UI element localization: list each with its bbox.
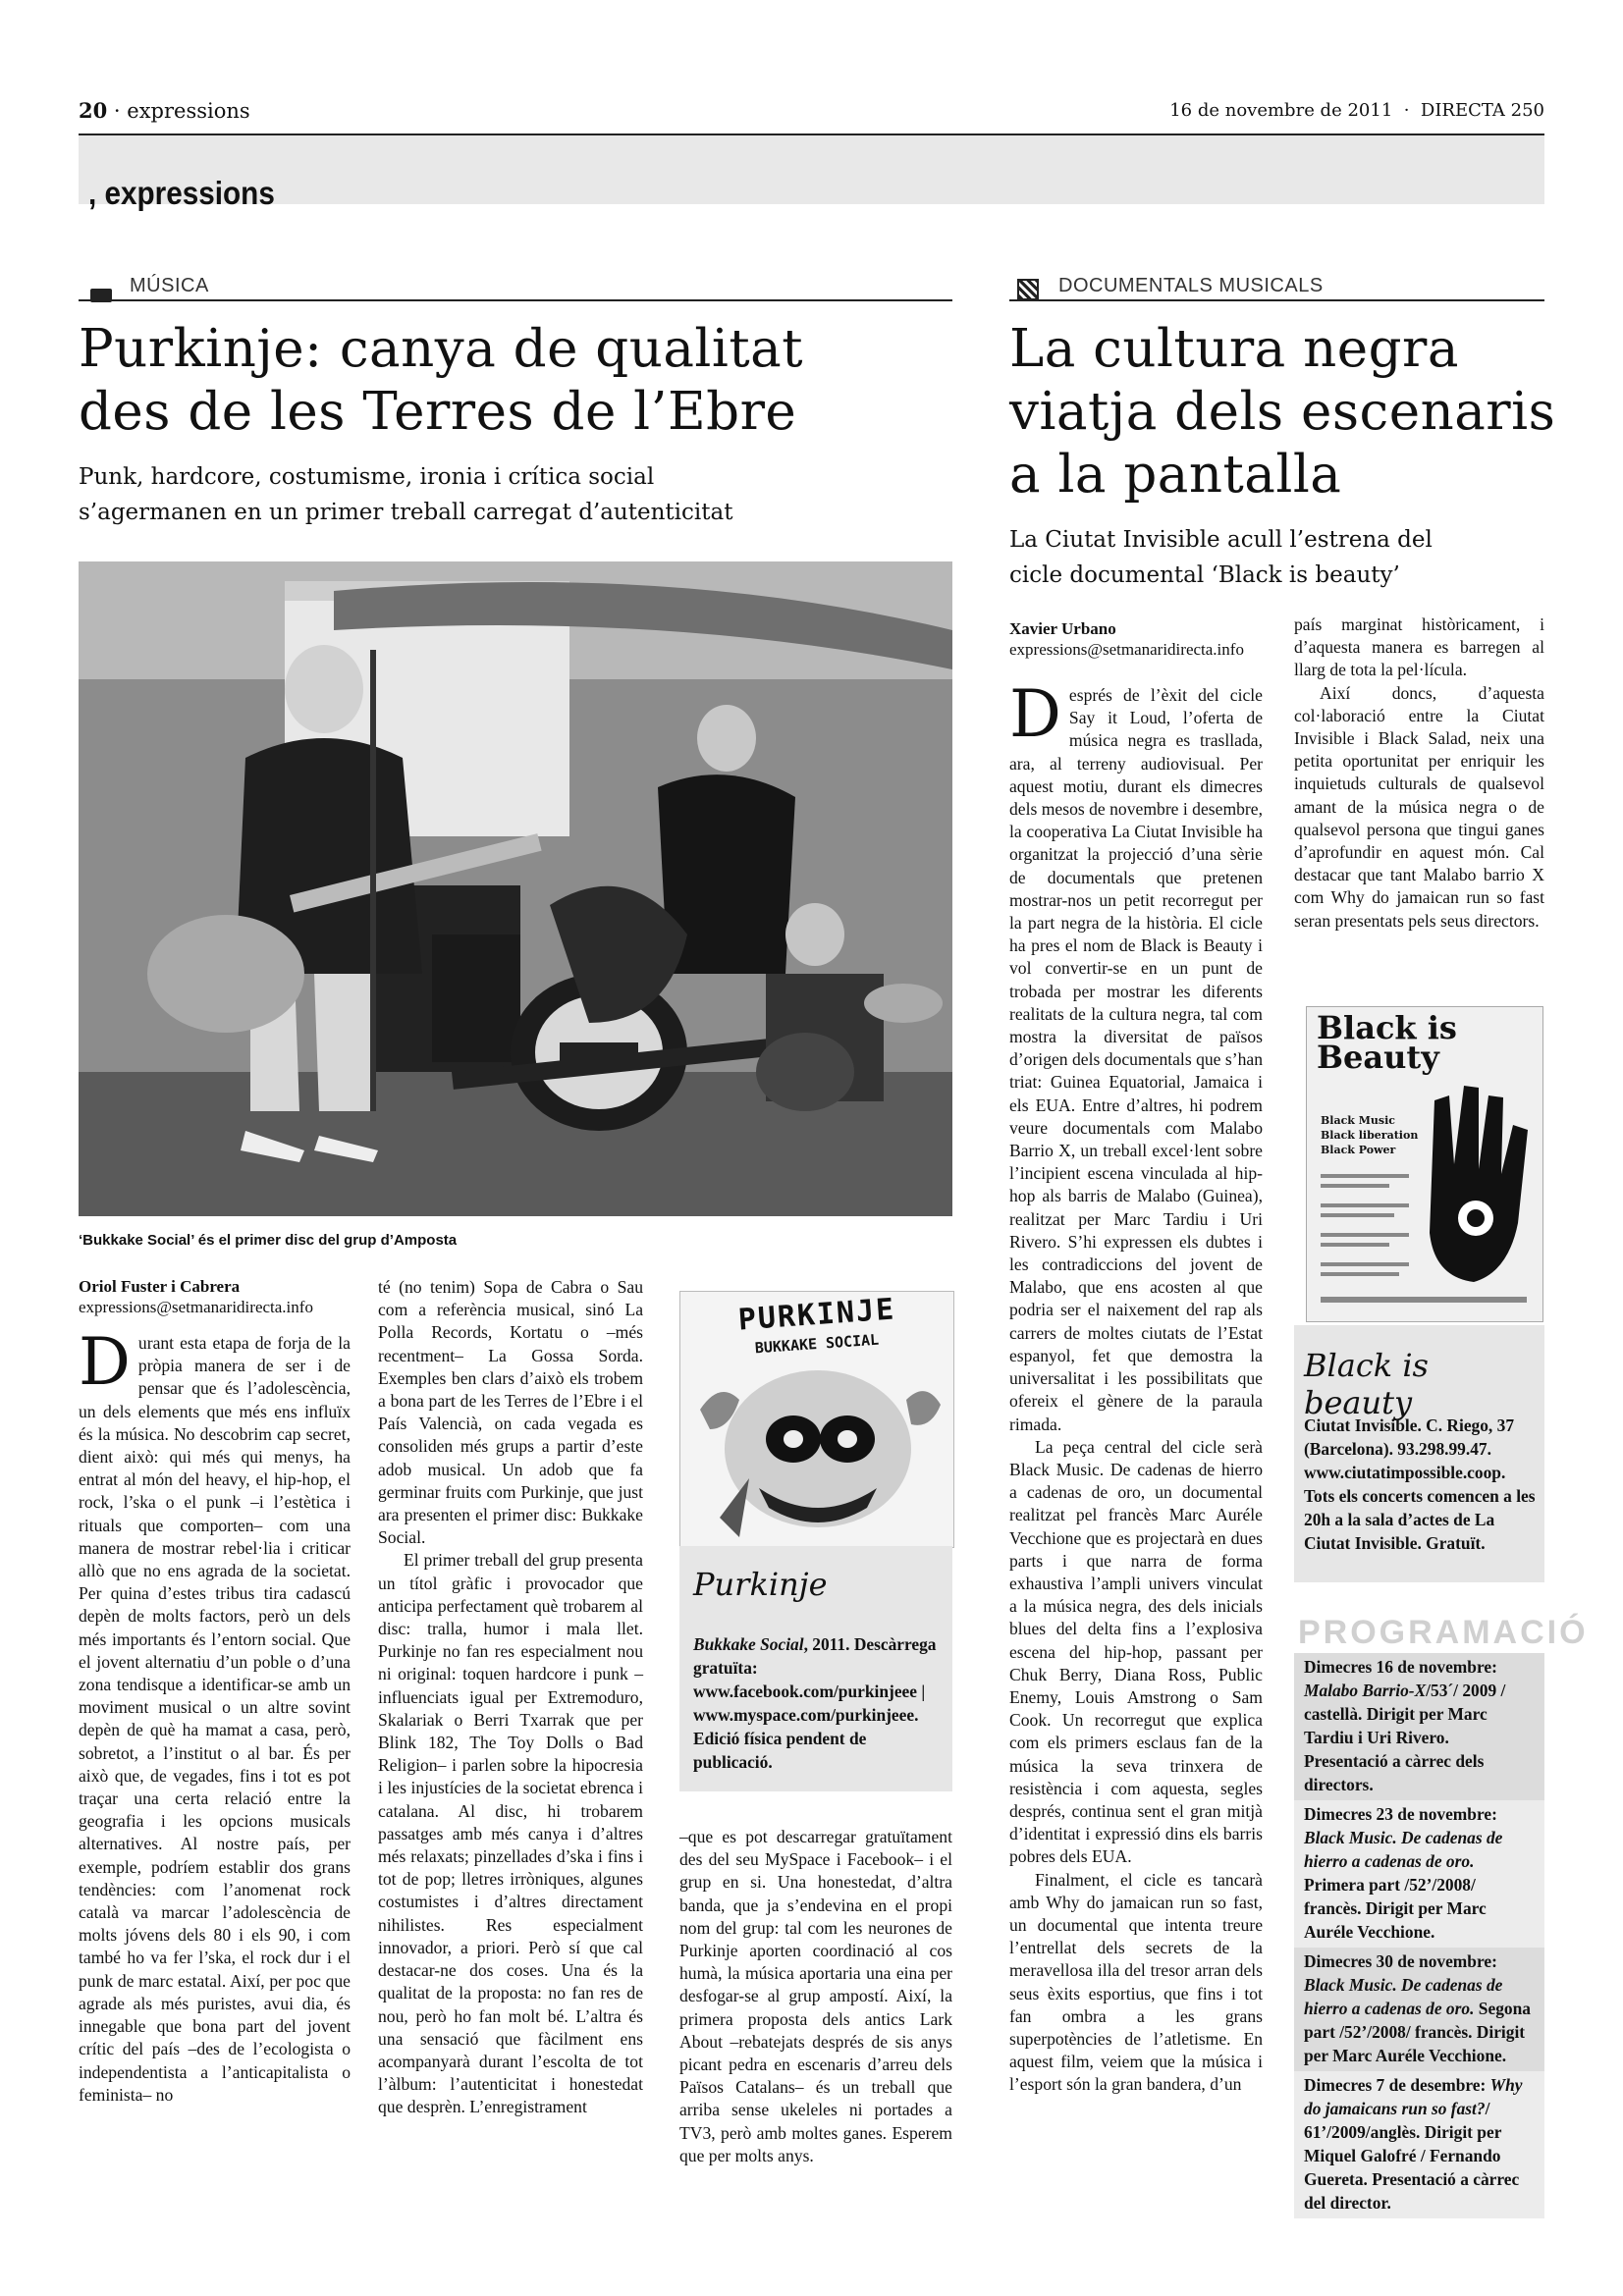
black-box-title: Black is beauty xyxy=(1304,1347,1429,1421)
left-kicker: MÚSICA xyxy=(130,275,209,296)
poster-sub-1: Black Music xyxy=(1321,1114,1395,1127)
left-deck xyxy=(79,459,962,530)
album-cover-subtitle: BUKKAKE SOCIAL xyxy=(754,1330,880,1358)
right-col1-p3: Finalment, el cicle es tancarà amb Why do jamaican run so fast, un documental que intenta treure l’entrellat dels secrets de la meravellosa illa del tresor arran dels seus èxits esportius, que fins i tot fan ombra a les grans superpotències de l’atletisme. En aquest film, veiem que la música i l’esport són la gran bandera, d’un xyxy=(1009,1869,1263,2095)
right-col1-p1: esprés de l’èxit del cicle Say it Loud, l’oferta de música negra es trasllada, ara, al terreny audiovisual. Per aquest motiu, durant els dimecres dels mesos de novembre i desembre, la cooperativa La Ciutat Invisible ha organitzat la projecció d’una sèrie de documentals que pretenen mostrar-nos un petit recorregut per la part negra de la història. El cicle ha pres el nom de Black is Beauty i vol convertir-se en un punt de trobada per mostrar les diferents realitats de la cultura negra, tal com mostra la diversitat de països d’origen dels documentals que s’han triat: Guinea Equatorial, Jamaica i els EUA. Entre d’altres, hi podrem veure documentals com Malabo Barrio X, un treball excel·lent sobre l’incipient escena vinculada al hip-hop als barris de Malabo (Guinea), realitzat per Marc Tardiu i Uri Rivero. S’hi expressen els dubtes i les contradiccions del jovent de Malabo, que ens acosten al que podria ser el naixement del rap als carrers de moltes ciutats de l’Estat espanyol, fet que demostra la universalitat i les possibilitats que ofereix el gènere de la paraula rimada. xyxy=(1009,685,1263,1434)
left-dropcap: D xyxy=(79,1324,131,1400)
page-number: 20 xyxy=(79,98,108,123)
left-email: expressions@setmanaridirecta.info xyxy=(79,1298,313,1316)
left-byline xyxy=(79,1276,353,1317)
left-headline-line-1: Purkinje: canya de qualitat xyxy=(79,319,804,379)
left-deck-line-2: s’agermanen en un primer treball carregat d’autenticitat xyxy=(79,500,733,525)
programacio-date: Dimecres 23 de novembre: xyxy=(1304,1804,1497,1824)
purkinje-box-title: Purkinje xyxy=(693,1566,828,1603)
programacio-film-title: Black Music. De cadenas de hierro a cadenas de oro. xyxy=(1304,1828,1503,1871)
section-band xyxy=(79,135,1544,204)
programacio-item xyxy=(1294,1653,1544,1800)
left-col1-text: urant esta etapa de forja de la pròpia manera de ser i de pensar que és l’adolescència, un dels elements que més ens influïx és la música. No descobrim cap secret, dient això: qui més qui menys, ha entrat al món del heavy, el hip-hop, el rock, l’ska o el punk –i l’estètica i rituals que comporten– com una manera de mostrar rebel·lia i criticar allò que no ens agrada de la societat. Per quina d’estes tribus tira cadascú depèn de molts factors, però un dels més importants és l’entorn social. Que el jovent alternatiu d’un poble o d’una zona tendisque a identificar-se amb un moviment musical o un altre sovint depèn de què ha mamat a casa, però, sobretot, a l’institut o al bar. És per això que, de vegades, fins i tot es pot traçar una certa relació entre la geografia i les opcions musicals alternatives. Al nostre país, per exemple, podríem establir dos grans tendències: com l’anomenat rock català va marcar l’adolescència de molts jóvens dels 80 i els 90, i com també ho va fer l’ska, el rock dur i el punk de marc estatal. Així, per poc que agrade als més puristes, avui dia, és innegable que bona part del jovent crític del país –des de l’ecologista o independentista a l’anticapitalista o feminista– no xyxy=(79,1333,351,2105)
programacio-title: PROGRAMACIÓ xyxy=(1298,1614,1589,1651)
right-email: expressions@setmanaridirecta.info xyxy=(1009,640,1244,659)
left-body-col-1 xyxy=(79,1324,351,2107)
left-headline xyxy=(79,318,962,444)
left-col2-p2: El primer treball del grup presenta un títol gràfic i provocador que anticipa perfectament què trobarem al disc: tralla, humor i mala llet. Purkinje no fan res especialment nou ni original: toquen hardcore i punk –influenciats igual per Extremoduro, Skalariak o Berri Txarrak que per Blink 182, The Toy Dolls o Bad Religion– i parlen sobre la hipocresia i les injustícies de la societat ebrenca i catalana. Al disc, hi trobarem passatges amb més canya i d’altres més relaxats; pinzellades d’ska i fins i tot de pop; lletres irròniques, algunes costumistes i d’altres directament nihilistes. Res especialment innovador, a priori. Però sí que cal destacar-ne dos coses. Una és la qualitat de la proposta: no fan res de nou, però ho fan molt bé. L’altra és una sensació que fàcilment ens acompanyarà durant l’escolta de tot l’àlbum: l’autenticitat i honestedat que desprèn. L’enregistrament xyxy=(378,1550,643,2117)
programacio-details: / 61’/2009/anglès. Dirigit per Miquel Galofré / Fernando Guereta. Presentació a càrrec del director. xyxy=(1304,2099,1520,2213)
right-body-col-1 xyxy=(1009,676,1263,2097)
programacio-date: Dimecres 7 de desembre: xyxy=(1304,2075,1487,2095)
programacio-details: Primera part /52’/2008/ francès. Dirigit per Marc Auréle Vecchione. xyxy=(1304,1875,1487,1942)
poster-sub-3: Black Power xyxy=(1321,1144,1396,1156)
purkinje-box-album: Bukkake Social xyxy=(693,1634,804,1654)
clapperboard-icon xyxy=(1017,279,1039,300)
left-deck-line-1: Punk, hardcore, costumisme, ironia i crítica social xyxy=(79,464,655,490)
black-is-beauty-info-box xyxy=(1294,1325,1544,1582)
programacio-item xyxy=(1294,1948,1544,2071)
photo-caption: ‘Bukkake Social’ és el primer disc del grup d’Amposta xyxy=(79,1232,458,1249)
purkinje-box-text xyxy=(693,1632,941,1774)
poster-title-line-1: Black is xyxy=(1317,1009,1457,1046)
page-header-left: 20 · expressions xyxy=(79,98,250,123)
album-cover-title: PURKINJE xyxy=(736,1292,897,1338)
left-col3-text: –que es pot descarregar gratuïtament des del seu MySpace i Facebook– i el grup en si. Una honestedat, d’altra banda, que ja s’endevina en el propi nom del grup: tal com les neurones de Purkinje aporten coordinació al cos humà, la música aportaria una eina per desfogar-se al grup ampostí. Així, la primera proposta dels antics Lark About –rebatejats després de sis anys picant pedra en escenaris d’arreu dels Països Catalans– és un treball que arriba sense ukeleles ni portades a TV3, però amb moltes ganes. Esperem que per molts anys. xyxy=(679,1827,952,2165)
programacio-film-title: Why do jamaicans run so fast? xyxy=(1304,2075,1523,2118)
right-byline xyxy=(1009,618,1284,660)
purkinje-box-year: , 2011. xyxy=(803,1634,850,1654)
left-kicker-rule xyxy=(79,299,952,301)
left-author: Oriol Fuster i Cabrera xyxy=(79,1277,241,1296)
programacio-details: Segona part /52’/2008/ francès. Dirigit per Marc Auréle Vecchione. xyxy=(1304,1999,1531,2065)
black-is-beauty-poster xyxy=(1306,1006,1543,1322)
right-deck-line-1: La Ciutat Invisible acull l’estrena del xyxy=(1009,527,1433,553)
black-box-text: Ciutat Invisible. C. Riego, 37 (Barcelona). 93.298.99.47. www.ciutatimpossible.coop. Tots els concerts comencen a les 20h a la sala d’actes de La Ciutat Invisible. Gratuït. xyxy=(1304,1415,1536,1553)
programacio-item xyxy=(1294,1800,1544,1948)
page-header-right: 16 de novembre de 2011 · DIRECTA 250 xyxy=(1169,100,1544,121)
purkinje-box-details: Descàrrega gratuïta: www.facebook.com/purkinjeee | www.myspace.com/purkinjeee. Edició física pendent de publicació. xyxy=(693,1634,937,1772)
right-col1-p2: La peça central del cicle serà Black Music. De cadenas de hierro a cadenas de oro, un documental realitzat pel francès Marc Auréle Vecchione que es projectarà en dues parts i que narra de forma exhaustiva l’ampli univers vinculat a la música negra, des dels inicials blues del delta fins a l’explosiva escena del hip-hop, passant per Chuk Berry, Diana Ross, Public Enemy, Louis Amstrong o Sam Cook. Un recorregut que explica com els primers esclaus fan de la música la seva trinxera de resistència i com aquesta, segles després, continua sent el gran mitjà d’identitat i expressió dins els barris pobres dels EUA. xyxy=(1009,1436,1263,1867)
right-deck-line-2: cicle documental ‘Black is beauty’ xyxy=(1009,562,1400,588)
right-headline-line-2: viatja dels escenaris xyxy=(1009,382,1556,442)
right-kicker-rule xyxy=(1009,299,1544,301)
programacio-list xyxy=(1294,1653,1544,2218)
right-col2-p2: Així doncs, d’aquesta col·laboració entre la Ciutat Invisible i Black Salad, neix una petita oportunitat per enriquir les inquietuds culturals de qualsevol amant de la música negra o de qualsevol persona que tingui ganes d’aprofundir en aquest món. Cal destacar que tant Malabo barrio X com Why do jamaican run so fast seran presentats pels seus directors. xyxy=(1294,682,1544,931)
programacio-item xyxy=(1294,2071,1544,2218)
right-author: Xavier Urbano xyxy=(1009,619,1116,638)
right-deck xyxy=(1009,522,1544,593)
right-headline-line-3: a la pantalla xyxy=(1009,445,1342,505)
concert-photo xyxy=(79,561,952,1216)
right-headline-line-1: La cultura negra xyxy=(1009,319,1459,379)
poster-sub-2: Black liberation xyxy=(1321,1129,1419,1142)
programacio-date: Dimecres 16 de novembre: xyxy=(1304,1657,1497,1677)
right-headline xyxy=(1009,318,1559,507)
poster-title-line-2: Beauty xyxy=(1317,1039,1439,1076)
right-col2-p1: país marginat històricament, i d’aquesta manera es barregen al llarg de tota la pel·lícula. xyxy=(1294,614,1544,680)
right-kicker: DOCUMENTALS MUSICALS xyxy=(1058,275,1324,296)
left-headline-line-2: des de les Terres de l’Ebre xyxy=(79,382,797,442)
right-body-col-2 xyxy=(1294,614,1544,933)
left-col2-p1: té (no tenim) Sopa de Cabra o Sau com a referència musical, sinó La Polla Records, Kortatu o –més recentment– La Gossa Sorda. Exemples ben clars d’això els trobem a bona part de les Terres de l’Ebre i el País Valencià, on cada vegada es consoliden més grups a partir d’este adob musical. Un adob que fa germinar fruits com Purkinje, que just ara presenten el primer disc: Bukkake Social. xyxy=(378,1277,643,1548)
programacio-film-title: Malabo Barrio-X xyxy=(1304,1681,1427,1700)
section-name: expressions xyxy=(127,99,250,123)
album-cover xyxy=(679,1291,954,1548)
right-dropcap: D xyxy=(1009,676,1061,752)
programacio-details: /53´/ 2009 / castellà. Dirigit per Marc Tardiu i Uri Rivero. Presentació a càrrec dels directors. xyxy=(1304,1681,1506,1794)
left-body-col-3 xyxy=(679,1826,952,2167)
issue-date: 16 de novembre de 2011 xyxy=(1169,100,1393,121)
programacio-date: Dimecres 30 de novembre: xyxy=(1304,1951,1497,1971)
programacio-film-title: Black Music. De cadenas de hierro a cadenas de oro. xyxy=(1304,1975,1503,2018)
publication-name: DIRECTA 250 xyxy=(1420,100,1544,121)
left-body-col-2 xyxy=(378,1276,643,2119)
section-band-label: , expressions xyxy=(88,175,275,211)
purkinje-info-box xyxy=(679,1546,952,1791)
